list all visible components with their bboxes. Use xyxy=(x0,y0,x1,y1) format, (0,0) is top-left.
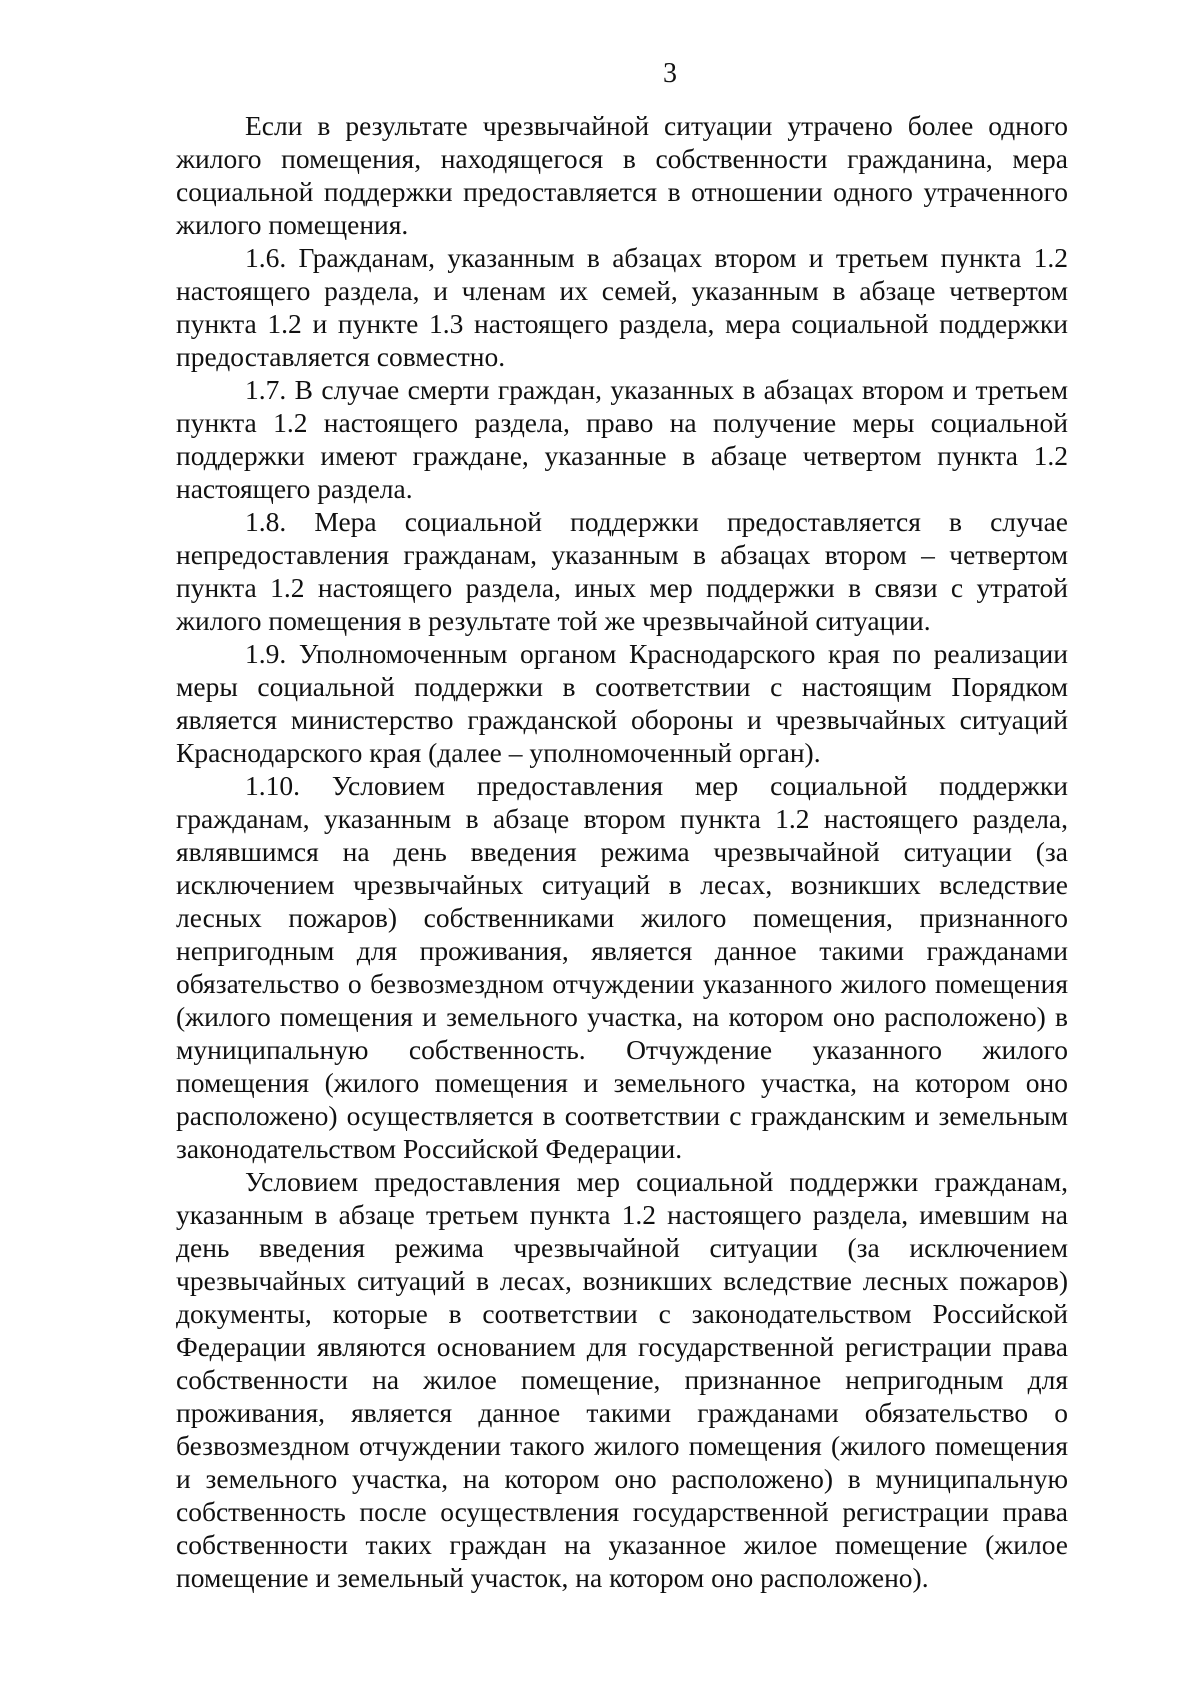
paragraph-1-10-condition-third: Условием предоставления мер социальной поддержки гражданам, указанным в абзаце третьем пункта 1.2 настоящего раздела, имевшим на день введения режима чрезвычайной ситуации (за исключением чрезвычайных ситуаций в лесах, возникших вследствие лесных пожаров) документы, которые в соответствии с законодательством Российской Федерации являются основанием для государственной регистрации права собственности на жилое помещение, признанное непригодным для проживания, является данное такими гражданами обязательство о безвозмездном отчуждении такого жилого помещения (жилого помещения и земельного участка, на котором оно расположено) в муниципальную собственность после осуществления государственной регистрации права собственности таких граждан на указанное жилое помещение (жилое помещение и земельный участок, на котором оно расположено). xyxy=(176,1166,1068,1593)
paragraph-1-8: 1.8. Мера социальной поддержки предоставляется в случае непредоставления гражданам, указанным в абзацах втором – четвертом пункта 1.2 настоящего раздела, иных мер поддержки в связи с утратой жилого помещения в результате той же чрезвычайной ситуации. xyxy=(176,506,1068,636)
paragraph-1-9: 1.9. Уполномоченным органом Краснодарского края по реализации меры социальной поддержки в соответствии с настоящим Порядком является министерство гражданской обороны и чрезвычайных ситуаций Краснодарского края (далее – уполномоченный орган). xyxy=(176,638,1068,768)
paragraph-1-7: 1.7. В случае смерти граждан, указанных в абзацах втором и третьем пункта 1.2 настоящего раздела, право на получение меры социальной поддержки имеют граждане, указанные в абзаце четвертом пункта 1.2 настоящего раздела. xyxy=(176,374,1068,504)
paragraph-1-6: 1.6. Гражданам, указанным в абзацах втором и третьем пункта 1.2 настоящего раздела, и членам их семей, указанным в абзаце четвертом пункта 1.2 и пункте 1.3 настоящего раздела, мера социальной поддержки предоставляется совместно. xyxy=(176,242,1068,372)
paragraph-1-10: 1.10. Условием предоставления мер социальной поддержки гражданам, указанным в абзаце втором пункта 1.2 настоящего раздела, являвшимся на день введения режима чрезвычайной ситуации (за исключением чрезвычайных ситуаций в лесах, возникших вследствие лесных пожаров) собственниками жилого помещения, признанного непригодным для проживания, является данное такими гражданами обязательство о безвозмездном отчуждении указанного жилого помещения (жилого помещения и земельного участка, на котором оно расположено) в муниципальную собственность. Отчуждение указанного жилого помещения (жилого помещения и земельного участка, на котором оно расположено) осуществляется в соответствии с гражданским и земельным законодательством Российской Федерации. xyxy=(176,770,1068,1164)
paragraph-lost-multiple-dwellings: Если в результате чрезвычайной ситуации утрачено более одного жилого помещения, находящегося в собственности гражданина, мера социальной поддержки предоставляется в отношении одного утраченного жилого помещения. xyxy=(176,110,1068,240)
document-body xyxy=(176,109,1068,1594)
page-number: 3 xyxy=(663,58,677,89)
